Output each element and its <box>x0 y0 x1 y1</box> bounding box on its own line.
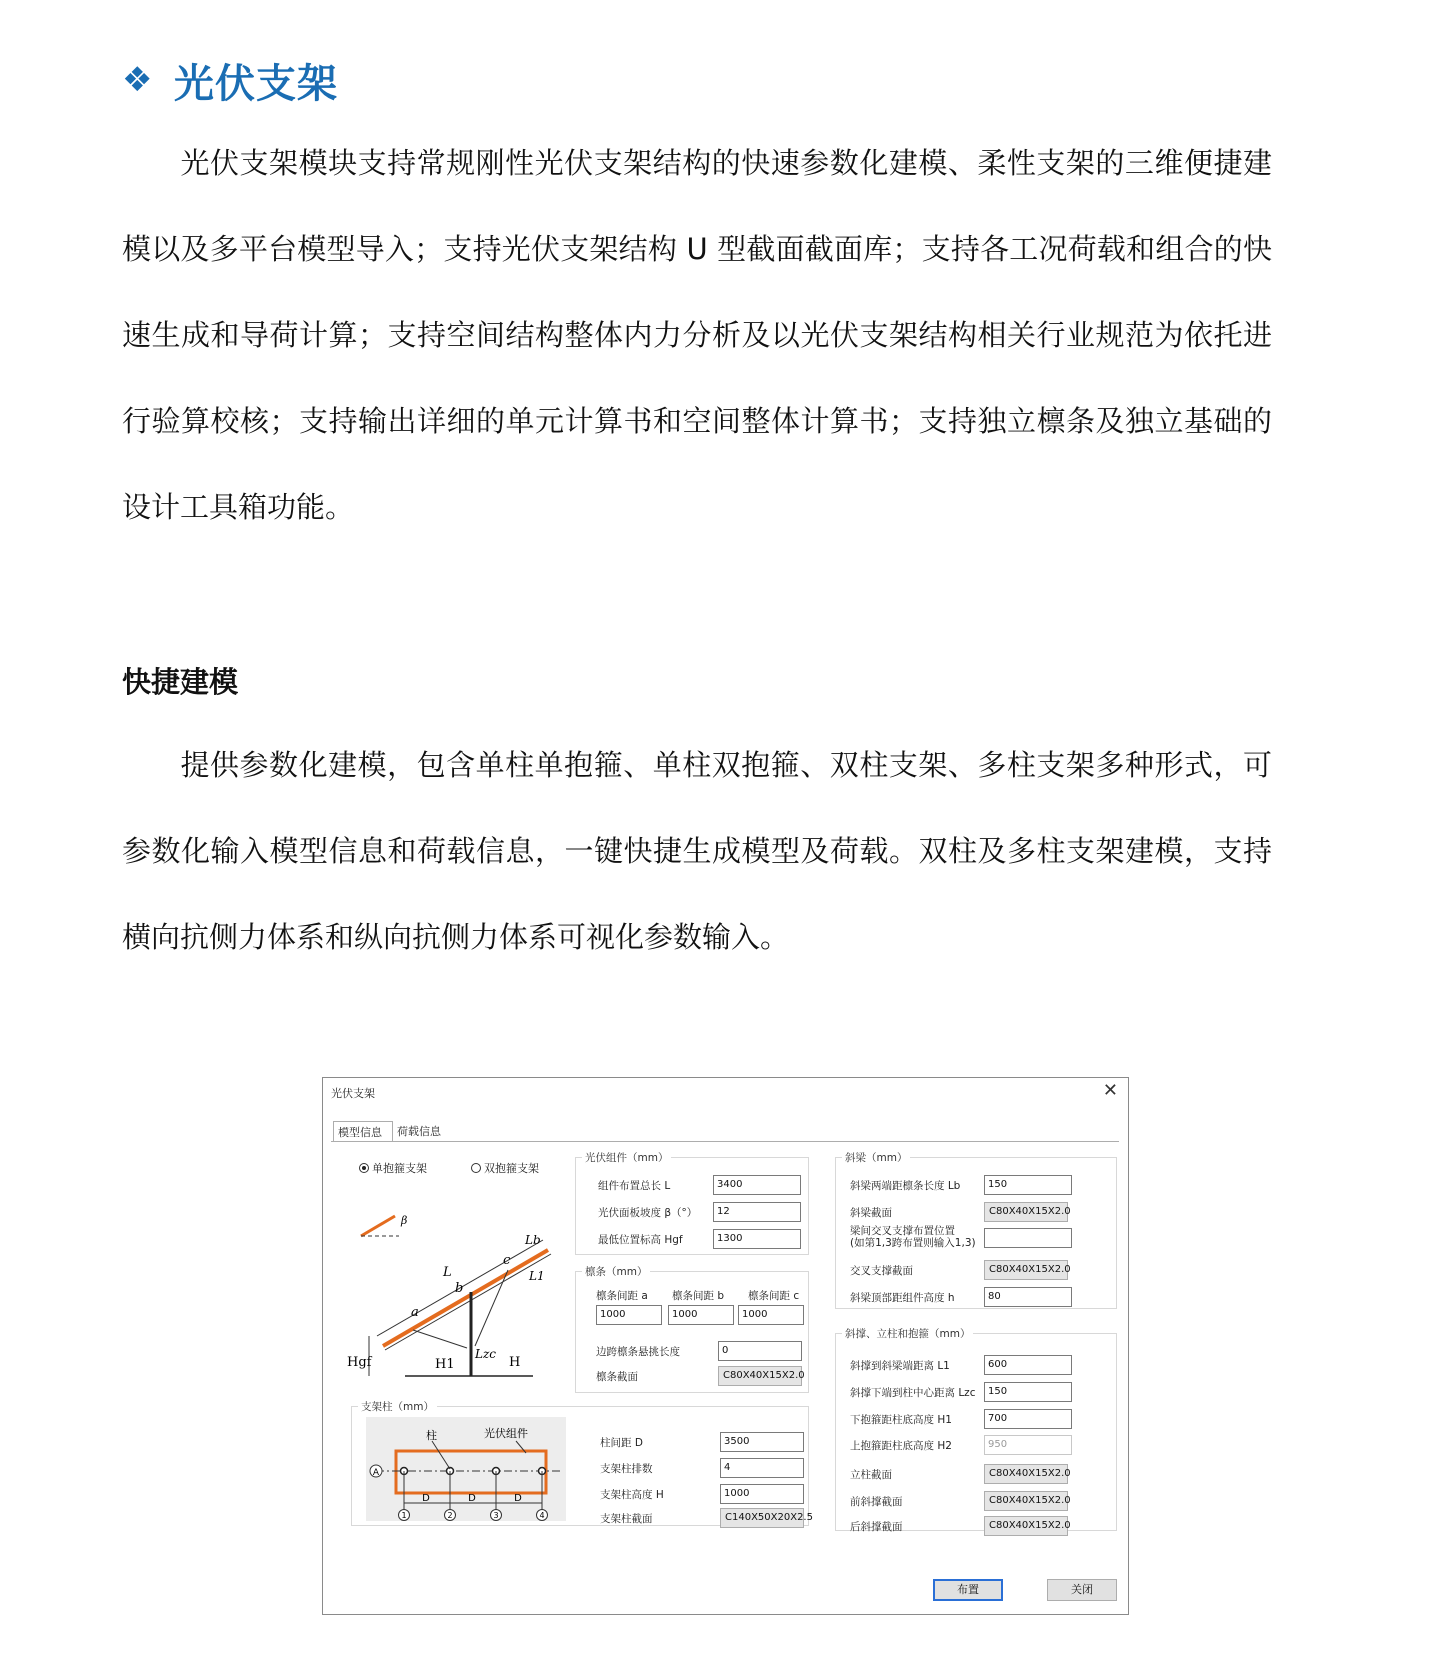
rear-brace-section-label: 后斜撑截面 <box>850 1521 903 1533</box>
radio-single-clamp-label: 单抱箍支架 <box>372 1162 427 1175</box>
lower-clamp-height-label: 下抱箍距柱底高度 H1 <box>850 1414 952 1426</box>
dim-b-label: b <box>455 1281 464 1296</box>
cross-brace-section-button[interactable]: C80X40X15X2.0 <box>984 1260 1068 1280</box>
pv-support-dialog <box>322 1077 1129 1615</box>
intro-text: 光伏支架模块支持常规刚性光伏支架结构的快速参数化建模、柔性支架的三维便捷建模以及多平台模型导入；支持光伏支架结构 U 型截面截面库；支持各工况荷载和组合的快速生成和导荷计算；支持空间结构整体内力分析及以光伏支架结构相关行业规范为依托进行验算校核；支持输出详细的单元计算书和空间整体计算书；支持独立檩条及独立基础的设计工具箱功能。 <box>122 146 1272 524</box>
purlin-overhang-input[interactable]: 0 <box>718 1341 802 1361</box>
upper-clamp-height-input: 950 <box>984 1435 1072 1455</box>
purlin-spacing-b-label: 檩条间距 b <box>672 1290 725 1302</box>
column-spacing-input[interactable]: 3500 <box>720 1432 804 1452</box>
axis-1-label: 1 <box>401 1511 407 1520</box>
cross-brace-section-label: 交叉支撑截面 <box>850 1265 913 1277</box>
beam-section-button[interactable]: C80X40X15X2.0 <box>984 1202 1068 1222</box>
beam-end-length-input[interactable]: 150 <box>984 1175 1072 1195</box>
dim-Hgf-label: Hgf <box>347 1355 372 1370</box>
dim-H1-label: H1 <box>435 1357 455 1372</box>
beam-top-height-input[interactable]: 80 <box>984 1287 1072 1307</box>
post-section-button[interactable]: C80X40X15X2.0 <box>984 1464 1068 1484</box>
radio-single-clamp[interactable] <box>359 1160 427 1176</box>
tab-load-info[interactable]: 荷载信息 <box>397 1125 441 1138</box>
tab-model-info[interactable]: 模型信息 <box>333 1121 393 1141</box>
dim-D1-label: D <box>422 1493 430 1504</box>
beam-top-height-label: 斜梁顶部距组件高度 h <box>850 1292 955 1304</box>
pv-module-group <box>575 1152 809 1255</box>
brace-to-column-input[interactable]: 150 <box>984 1382 1072 1402</box>
radio-unchecked-icon <box>471 1163 481 1173</box>
brace-group <box>835 1328 1117 1533</box>
axis-4-label: 4 <box>539 1511 545 1520</box>
brace-group-title: 斜撑、立柱和抱箍（mm） <box>842 1326 973 1341</box>
close-icon[interactable]: ✕ <box>1102 1080 1118 1101</box>
subsection-paragraph <box>122 722 1272 980</box>
rear-brace-section-button[interactable]: C80X40X15X2.0 <box>984 1516 1068 1536</box>
purlin-spacing-b-input[interactable]: 1000 <box>668 1305 734 1325</box>
front-brace-section-label: 前斜撑截面 <box>850 1496 903 1508</box>
radio-checked-icon <box>359 1163 369 1173</box>
axis-A-label: A <box>372 1468 380 1478</box>
beam-group-title: 斜梁（mm） <box>842 1150 910 1165</box>
brace-to-beam-label: 斜撑到斜梁端距离 L1 <box>850 1360 950 1372</box>
cross-brace-position-hint: (如第1,3跨布置则输入1,3) <box>850 1237 976 1249</box>
column-rows-input[interactable]: 4 <box>720 1458 804 1478</box>
radio-double-clamp-label: 双抱箍支架 <box>484 1162 539 1175</box>
intro-paragraph <box>122 120 1272 550</box>
beta-label: β <box>401 1214 408 1227</box>
column-height-input[interactable]: 1000 <box>720 1484 804 1504</box>
beam-section-label: 斜梁截面 <box>850 1207 892 1219</box>
purlin-section-button[interactable]: C80X40X15X2.0 <box>718 1366 802 1386</box>
column-group-title: 支架柱（mm） <box>358 1399 437 1414</box>
purlin-overhang-label: 边跨檩条悬挑长度 <box>596 1346 680 1358</box>
radio-double-clamp[interactable] <box>471 1160 539 1176</box>
beam-group <box>835 1152 1117 1309</box>
subsection-title: 快捷建模 <box>122 665 239 699</box>
dialog-title: 光伏支架 <box>331 1087 375 1100</box>
cross-brace-position-input[interactable] <box>984 1228 1072 1248</box>
close-button[interactable]: 关闭 <box>1047 1579 1117 1601</box>
pv-module-group-title: 光伏组件（mm） <box>582 1150 671 1165</box>
post-section-label: 立柱截面 <box>850 1469 892 1481</box>
column-plan-diagram <box>366 1417 566 1521</box>
column-rows-label: 支架柱排数 <box>600 1463 653 1475</box>
dim-Lzc-label: Lzc <box>475 1347 497 1361</box>
pv-slope-label: 光伏面板坡度 β（°） <box>598 1207 698 1219</box>
purlin-group-title: 檩条（mm） <box>582 1264 650 1279</box>
column-spacing-label: 柱间距 D <box>600 1437 643 1449</box>
front-brace-section-button[interactable]: C80X40X15X2.0 <box>984 1491 1068 1511</box>
pv-elevation-label: 最低位置标高 Hgf <box>598 1234 683 1246</box>
tab-divider <box>331 1141 1119 1142</box>
purlin-section-label: 檩条截面 <box>596 1371 638 1383</box>
section-title: 光伏支架 <box>174 60 338 107</box>
purlin-spacing-c-input[interactable]: 1000 <box>738 1305 804 1325</box>
purlin-spacing-a-input[interactable]: 1000 <box>596 1305 662 1325</box>
elevation-diagram <box>343 1188 573 1378</box>
column-height-label: 支架柱高度 H <box>600 1489 664 1501</box>
place-button[interactable]: 布置 <box>933 1579 1003 1601</box>
column-section-button[interactable]: C140X50X20X2.5 <box>720 1508 804 1528</box>
dim-c-label: c <box>503 1253 511 1268</box>
dim-a-label: a <box>411 1305 419 1320</box>
diamond-bullet-icon: ❖ <box>122 60 153 100</box>
beam-end-length-label: 斜梁两端距檩条长度 Lb <box>850 1180 961 1192</box>
axis-3-label: 3 <box>493 1511 499 1520</box>
subsection-text: 提供参数化建模，包含单柱单抱箍、单柱双抱箍、双柱支架、多柱支架多种形式，可参数化输入模型信息和荷载信息，一键快捷生成模型及荷载。双柱及多柱支架建模，支持横向抗侧力体系和纵向抗侧力体系可视化参数输入。 <box>122 748 1272 954</box>
purlin-group <box>575 1266 809 1393</box>
dim-D2-label: D <box>468 1493 476 1504</box>
dim-Lb-label: Lb <box>525 1233 541 1247</box>
section-heading <box>122 52 338 108</box>
dim-L1-label: L1 <box>529 1269 545 1283</box>
col-callout-label: 柱 <box>426 1429 437 1442</box>
purlin-spacing-c-label: 檩条间距 c <box>748 1290 800 1302</box>
dim-H-label: H <box>509 1355 521 1370</box>
dim-L-label: L <box>443 1265 452 1280</box>
lower-clamp-height-input[interactable]: 700 <box>984 1409 1072 1429</box>
axis-2-label: 2 <box>447 1511 453 1520</box>
purlin-spacing-a-label: 檩条间距 a <box>596 1290 648 1302</box>
column-section-label: 支架柱截面 <box>600 1513 653 1525</box>
dialog-titlebar <box>323 1078 1128 1106</box>
pv-elevation-input[interactable]: 1300 <box>713 1229 801 1249</box>
pv-length-label: 组件布置总长 L <box>598 1180 671 1192</box>
pv-slope-input[interactable]: 12 <box>713 1202 801 1222</box>
column-group <box>351 1401 813 1526</box>
brace-to-column-label: 斜撑下端到柱中心距离 Lzc <box>850 1387 976 1399</box>
cross-brace-position-label: 梁间交叉支撑布置位置 <box>850 1225 955 1237</box>
brace-to-beam-input[interactable]: 600 <box>984 1355 1072 1375</box>
module-callout-label: 光伏组件 <box>484 1427 528 1440</box>
upper-clamp-height-label: 上抱箍距柱底高度 H2 <box>850 1440 952 1452</box>
dim-D3-label: D <box>514 1493 522 1504</box>
pv-length-input[interactable]: 3400 <box>713 1175 801 1195</box>
